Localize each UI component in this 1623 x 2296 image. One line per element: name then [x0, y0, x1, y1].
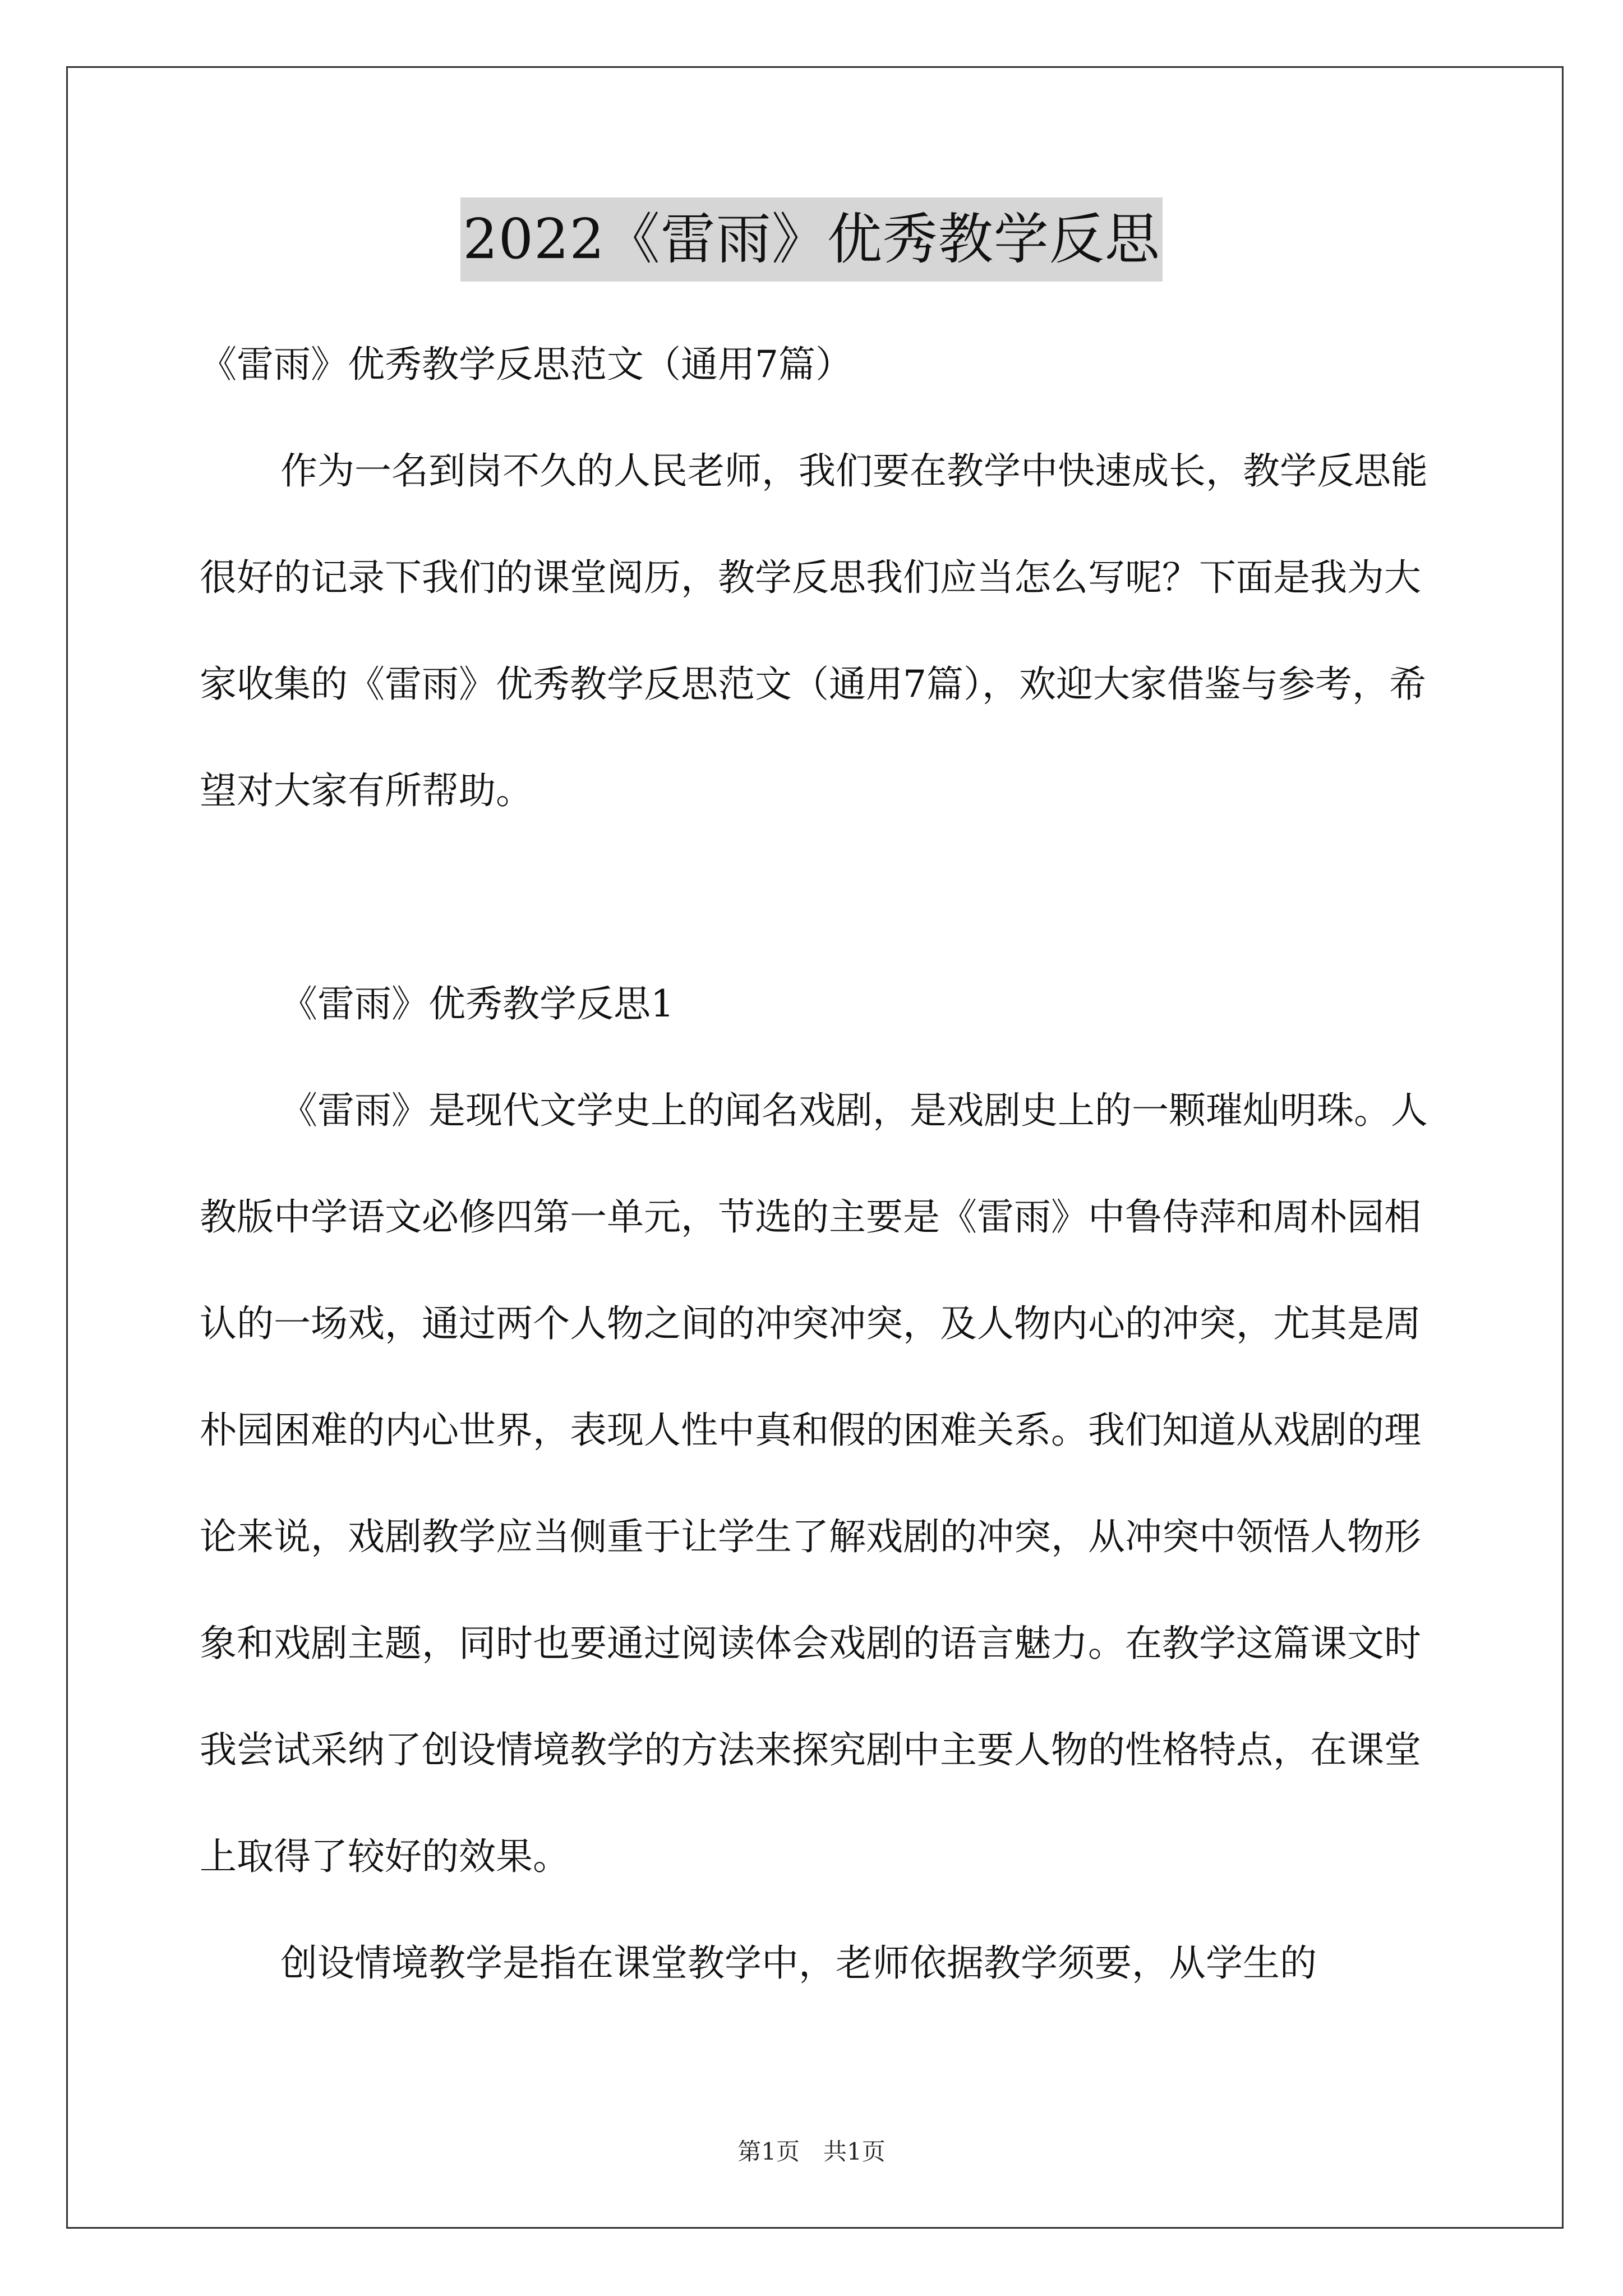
document-subtitle: 《雷雨》优秀教学反思范文（通用7篇） [200, 343, 852, 386]
document-body [200, 311, 1456, 2017]
page-number: 第1页 [737, 2138, 800, 2165]
title-container [0, 197, 1623, 282]
document-title: 2022《雷雨》优秀教学反思 [460, 197, 1162, 282]
section-spacer [200, 844, 1456, 951]
page-footer [0, 2135, 1623, 2169]
body-paragraph-2: 创设情境教学是指在课堂教学中，老师依据教学须要，从学生的 [280, 1941, 1317, 1985]
intro-paragraph: 作为一名到岗不久的人民老师，我们要在教学中快速成长，教学反思能很好的记录下我们的课堂阅历，教学反思我们应当怎么写呢？下面是我为大家收集的《雷雨》优秀教学反思范文（通用7篇），欢迎大家借鉴与参考，希望对大家有所帮助。 [200, 449, 1428, 812]
page-total: 共1页 [823, 2138, 886, 2165]
section-heading: 《雷雨》优秀教学反思1 [280, 982, 674, 1025]
body-paragraph-1: 《雷雨》是现代文学史上的闻名戏剧，是戏剧史上的一颗璀灿明珠。人教版中学语文必修四第一单元，节选的主要是《雷雨》中鲁侍萍和周朴园相认的一场戏，通过两个人物之间的冲突冲突，及人物内心的冲突，尤其是周朴园困难的内心世界，表现人性中真和假的困难关系。我们知道从戏剧的理论来说，戏剧教学应当侧重于让学生了解戏剧的冲突，从冲突中领悟人物形象和戏剧主题，同时也要通过阅读体会戏剧的语言魅力。在教学这篇课文时我尝试采纳了创设情境教学的方法来探究剧中主要人物的性格特点，在课堂上取得了较好的效果。 [200, 1089, 1428, 1878]
